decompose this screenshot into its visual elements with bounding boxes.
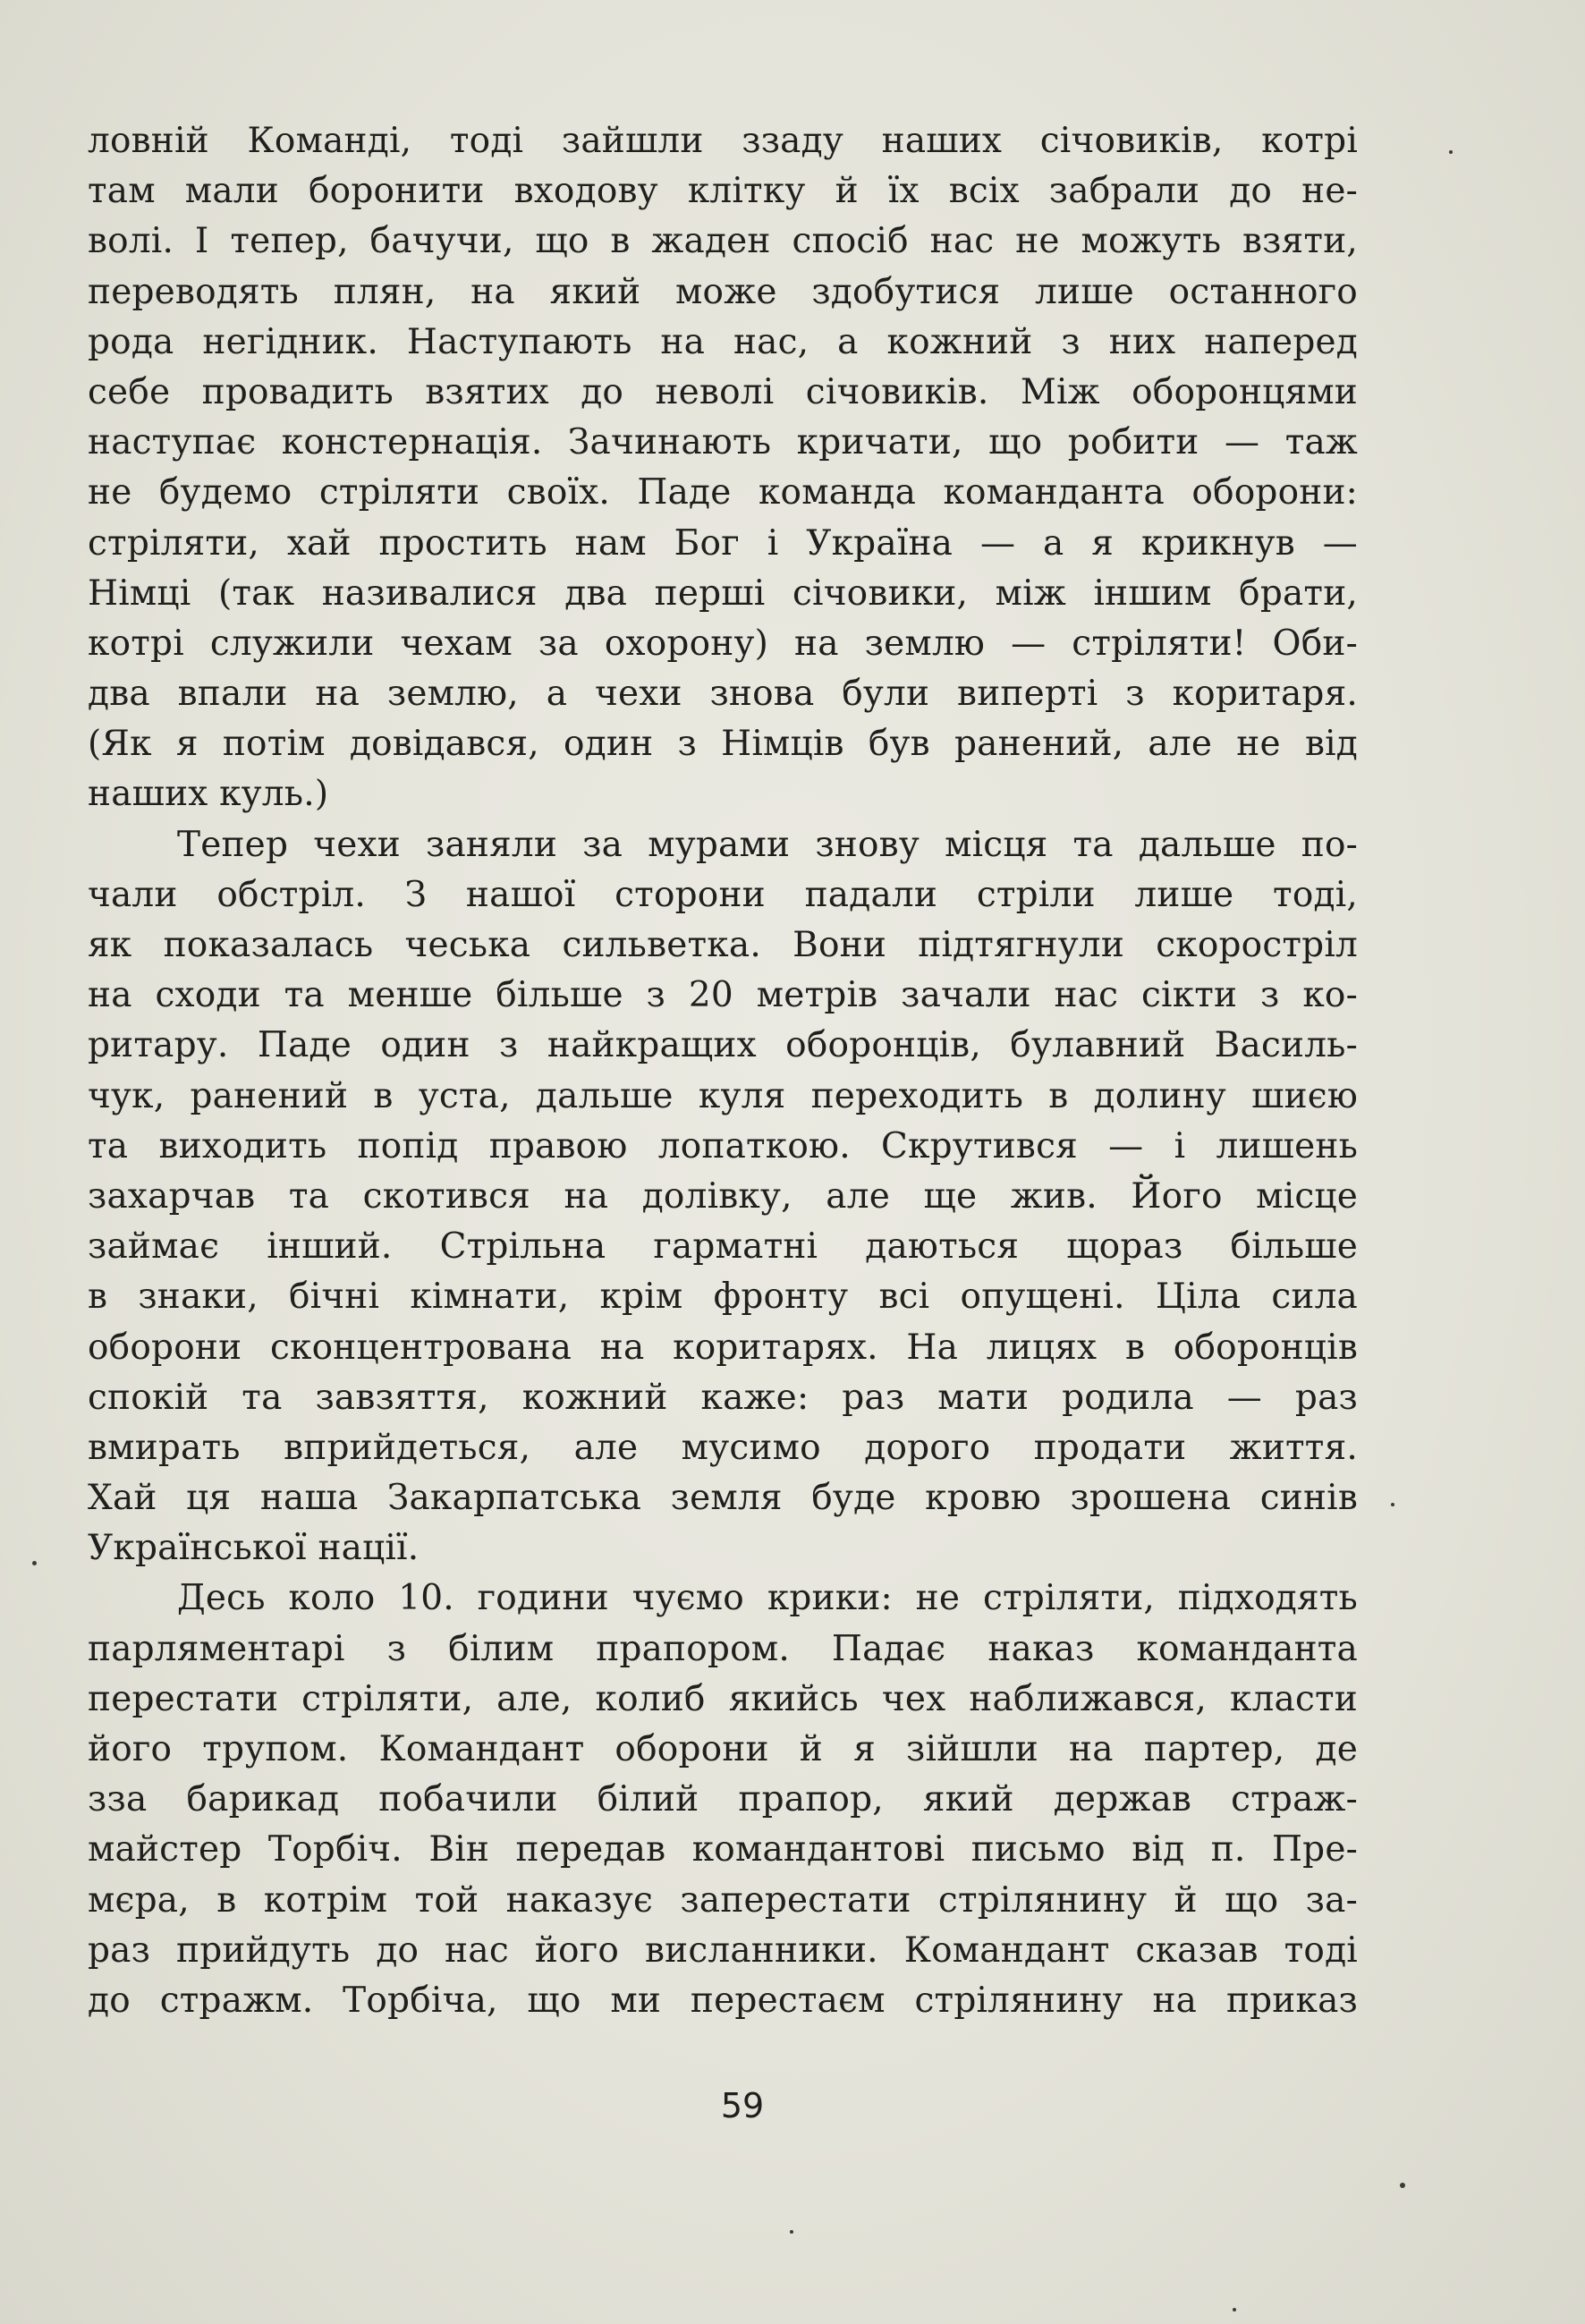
text-line: (Як я потім довідався, один з Німців був ранений, але не від — [88, 724, 1358, 765]
text-line: вмирать вприйдеться, але мусимо дорого продати життя. — [88, 1427, 1358, 1468]
text-line: займає інший. Стрільна гарматні даються щораз більше — [88, 1226, 1358, 1268]
text-line: як показалась чеська сильветка. Вони підтягнули скоростріл — [88, 925, 1358, 965]
text-line: Десь коло 10. години чуємо крики: не стріляти, підходять — [177, 1578, 1358, 1619]
text-line: Хай ця наша Закарпатська земля буде кровю зрошена синів — [88, 1478, 1358, 1519]
text-line: Української нації. — [88, 1528, 420, 1569]
text-line: Німці (так називалися два перші січовики, між іншим брати, — [88, 573, 1358, 614]
text-line: парляментарі з білим прапором. Падає наказ команданта — [88, 1628, 1358, 1669]
text-line: два впали на землю, а чехи знова були виперті з коритаря. — [88, 674, 1358, 715]
text-line: переводять плян, на який може здобутися лише останного — [88, 271, 1358, 312]
text-line: волі. І тепер, бачучи, що в жаден спосіб нас не можуть взяти, — [88, 221, 1358, 262]
text-line: наступає констернація. Зачинають кричати, що робити — таж — [88, 422, 1358, 463]
text-line: зза барикад побачили білий прапор, який держав страж- — [88, 1779, 1358, 1820]
text-line: не будемо стріляти своїх. Паде команда команданта оборони: — [88, 472, 1358, 513]
paper-speck — [1233, 2308, 1236, 2311]
text-line: на сходи та менше більше з 20 метрів зачали нас сікти з ко- — [88, 975, 1358, 1016]
paper-speck — [32, 1561, 37, 1565]
text-line: ритару. Паде один з найкращих оборонців, булавний Василь- — [88, 1025, 1358, 1066]
paper-speck — [1449, 150, 1453, 154]
text-line: перестати стріляти, але, колиб якийсь чех наближався, класти — [88, 1678, 1358, 1719]
paper-speck — [1391, 1503, 1394, 1506]
text-line: та виходить попід правою лопаткою. Скрутився — і лишень — [88, 1125, 1358, 1166]
paper-speck — [790, 2230, 793, 2234]
text-line: захарчав та скотився на долівку, але ще жив. Його місце — [88, 1175, 1358, 1217]
text-line: спокій та завзяття, кожний каже: раз мати родила — раз — [88, 1377, 1358, 1418]
text-line: котрі служили чехам за охорону) на землю — стріляти! Оби- — [88, 623, 1358, 664]
body-text — [88, 116, 1358, 2026]
text-line: чали обстріл. З нашої сторони падали стріли лише тоді, — [88, 874, 1358, 915]
paper-speck — [1400, 2183, 1405, 2188]
text-line: майстер Торбіч. Він передав командантові письмо від п. Пре- — [88, 1829, 1358, 1870]
text-line: раз прийдуть до нас його висланники. Командант сказав тоді — [88, 1930, 1358, 1971]
text-line: оборони сконцентрована на коритарях. На лицях в оборонців — [88, 1327, 1358, 1368]
text-line: в знаки, бічні кімнати, крім фронту всі опущені. Ціла сила — [88, 1277, 1358, 1318]
text-line: його трупом. Командант оборони й я зійшли на партер, де — [88, 1729, 1358, 1769]
text-line: чук, ранений в уста, дальше куля переходить в долину шиєю — [88, 1075, 1358, 1116]
text-line: себе провадить взятих до неволі січовиків. Між оборонцями — [88, 371, 1358, 412]
text-line: рода негідник. Наступають на нас, а кожний з них наперед — [88, 321, 1358, 362]
page-number: 59 — [720, 2086, 765, 2125]
text-line: стріляти, хай простить нам Бог і Україна — а я крикнув — — [88, 522, 1358, 564]
text-line: мєра, в котрім той наказує заперестати стрілянину й що за- — [88, 1879, 1358, 1921]
text-line: до стражм. Торбіча, що ми перестаєм стрілянину на приказ — [88, 1980, 1358, 2021]
text-line: там мали боронити входову клітку й їх всіх забрали до не- — [88, 171, 1358, 212]
text-line: наших куль.) — [88, 774, 329, 815]
text-line: Тепер чехи заняли за мурами знову місця та дальше по- — [177, 824, 1358, 865]
text-line: ловній Команді, тоді зайшли ззаду наших січовиків, котрі — [88, 121, 1358, 161]
